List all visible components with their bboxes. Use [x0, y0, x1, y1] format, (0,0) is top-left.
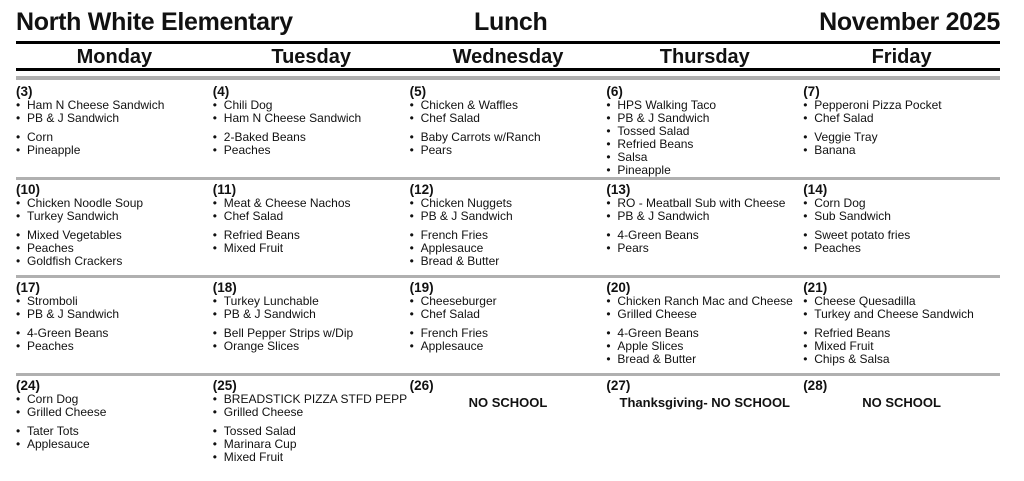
menu-item [606, 353, 803, 366]
menu-group [213, 99, 410, 125]
day-number: (27) [606, 378, 631, 393]
menu-item [606, 242, 803, 255]
menu-item [410, 112, 607, 125]
menu-item-label: Applesauce [420, 339, 484, 353]
menu-item-label: PB & J Sandwich [420, 209, 513, 223]
menu-item-label: Mixed Fruit [814, 339, 874, 353]
page-header [16, 8, 1000, 40]
menu-group [410, 197, 607, 223]
week-row [16, 278, 1000, 376]
menu-item-label: Chicken Ranch Mac and Cheese [617, 294, 793, 308]
menu-item-label: Chicken Noodle Soup [27, 196, 144, 210]
menu-item-label: Tossed Salad [617, 124, 690, 138]
day-number: (13) [606, 182, 631, 197]
menu-group [16, 197, 213, 223]
menu-item-label: Ham N Cheese Sandwich [27, 98, 165, 112]
menu-item-label: Peaches [27, 339, 74, 353]
divider [16, 68, 1000, 71]
menu-group [213, 229, 410, 255]
menu-group [213, 295, 410, 321]
menu-item-label: Refried Beans [223, 228, 300, 242]
day-number: (20) [606, 280, 631, 295]
menu-item-label: Refried Beans [617, 137, 694, 151]
day-number: (11) [212, 182, 237, 197]
menu-item-label: Sub Sandwich [814, 209, 891, 223]
day-cell [213, 82, 410, 177]
menu-item-label: French Fries [420, 228, 488, 242]
day-cell [410, 82, 607, 177]
divider [16, 41, 1000, 44]
menu-group [606, 197, 803, 223]
menu-item-label: Pineapple [617, 163, 671, 177]
day-cell [410, 180, 607, 275]
day-number: (17) [16, 280, 41, 295]
menu-group [213, 197, 410, 223]
day-number: (14) [803, 182, 828, 197]
menu-item-label: Tater Tots [27, 424, 79, 438]
menu-item-label: Turkey Sandwich [27, 209, 119, 223]
menu-item-label: Chicken & Waffles [420, 98, 518, 112]
menu-item-label: Ham N Cheese Sandwich [223, 111, 362, 125]
day-thursday: Thursday [659, 46, 750, 68]
menu-group [410, 99, 607, 125]
day-number: (4) [212, 84, 230, 99]
divider [16, 76, 1000, 80]
menu-item [213, 308, 410, 321]
menu-item-label: Chef Salad [420, 307, 480, 321]
day-cell [803, 82, 1000, 177]
day-number: (7) [803, 84, 820, 99]
day-number: (19) [409, 280, 434, 295]
day-number: (26) [409, 378, 434, 393]
menu-item-label: Chef Salad [223, 209, 284, 223]
menu-calendar [16, 82, 1000, 474]
menu-item-label: Sweet potato fries [814, 228, 911, 242]
day-number: (24) [16, 378, 41, 393]
menu-item [410, 255, 607, 268]
menu-item [803, 308, 1000, 321]
menu-group [16, 295, 213, 321]
menu-group [16, 99, 213, 125]
menu-item [606, 210, 803, 223]
menu-item-label: Pepperoni Pizza Pocket [814, 98, 942, 112]
menu-item-label: Goldfish Crackers [27, 254, 123, 268]
menu-item-label: Applesauce [27, 437, 90, 451]
menu-item-label: Chicken Nuggets [420, 196, 512, 210]
day-cell [16, 376, 213, 474]
menu-group [213, 327, 410, 353]
menu-group [606, 99, 803, 177]
day-cell [410, 376, 607, 474]
menu-item-label: Chili Dog [223, 98, 273, 112]
day-number: (6) [606, 84, 623, 99]
menu-group [213, 425, 410, 464]
day-cell [803, 180, 1000, 275]
day-number: (5) [409, 84, 427, 99]
menu-item [16, 438, 213, 451]
menu-item [410, 144, 607, 157]
menu-item [606, 164, 803, 177]
menu-item-label: 2-Baked Beans [223, 130, 306, 144]
menu-item-label: Corn [27, 130, 54, 144]
day-cell [16, 180, 213, 275]
menu-group [803, 295, 1000, 321]
menu-item-label: PB & J Sandwich [27, 307, 120, 321]
day-cell [606, 278, 803, 373]
menu-item [803, 210, 1000, 223]
menu-group [16, 327, 213, 353]
menu-item [16, 210, 213, 223]
menu-item-label: Corn Dog [27, 392, 79, 406]
menu-item-label: Chef Salad [814, 111, 874, 125]
day-cell [213, 376, 410, 474]
menu-group [16, 131, 213, 157]
menu-group [16, 393, 213, 419]
menu-item [410, 308, 607, 321]
menu-item [213, 340, 410, 353]
menu-item [213, 242, 410, 255]
menu-item-label: HPS Walking Taco [617, 98, 717, 112]
menu-group [16, 425, 213, 451]
no-school-note: Thanksgiving- NO SCHOOL [619, 395, 791, 410]
menu-group [803, 327, 1000, 366]
menu-item-label: Pears [617, 241, 649, 255]
menu-item-label: Applesauce [420, 241, 484, 255]
menu-item-label: Corn Dog [814, 196, 866, 210]
menu-item-label: Peaches [814, 241, 861, 255]
day-cell [606, 82, 803, 177]
menu-item [803, 353, 1000, 366]
menu-group [803, 131, 1000, 157]
day-number: (28) [803, 378, 828, 393]
menu-item-label: Bell Pepper Strips w/Dip [223, 326, 354, 340]
menu-group [606, 229, 803, 255]
menu-item [213, 451, 410, 464]
menu-item-label: 4-Green Beans [617, 228, 699, 242]
menu-item-label: PB & J Sandwich [223, 307, 316, 321]
menu-item [803, 112, 1000, 125]
menu-item-label: PB & J Sandwich [617, 209, 710, 223]
day-cell [213, 180, 410, 275]
menu-item-label: Pears [420, 143, 452, 157]
menu-item-label: PB & J Sandwich [27, 111, 120, 125]
day-cell [606, 180, 803, 275]
day-cell [410, 278, 607, 373]
menu-item [213, 112, 410, 125]
day-cell [213, 278, 410, 373]
menu-item-label: Apple Slices [617, 339, 684, 353]
menu-group [213, 131, 410, 157]
menu-group [803, 197, 1000, 223]
menu-item-label: Chef Salad [420, 111, 480, 125]
menu-item [16, 255, 213, 268]
menu-item-label: BREADSTICK PIZZA STFD PEPP [223, 392, 408, 406]
menu-item-label: Grilled Cheese [27, 405, 107, 419]
menu-item-label: Tossed Salad [223, 424, 296, 438]
menu-item-label: Grilled Cheese [223, 405, 304, 419]
menu-item-label: Peaches [223, 143, 271, 157]
menu-item [213, 210, 410, 223]
menu-item [16, 340, 213, 353]
menu-item [410, 210, 607, 223]
day-number: (12) [409, 182, 434, 197]
menu-item-label: Bread & Butter [420, 254, 500, 268]
menu-item-label: 4-Green Beans [617, 326, 699, 340]
menu-item-label: Turkey and Cheese Sandwich [814, 307, 974, 321]
menu-item-label: French Fries [420, 326, 488, 340]
no-school-note: NO SCHOOL [468, 395, 548, 410]
week-row [16, 376, 1000, 474]
menu-item [606, 308, 803, 321]
menu-item-label: Cheese Quesadilla [814, 294, 916, 308]
week-row [16, 180, 1000, 278]
day-tuesday: Tuesday [271, 46, 352, 68]
menu-item-label: Turkey Lunchable [223, 294, 319, 308]
day-wednesday: Wednesday [452, 46, 564, 68]
menu-item-label: Baby Carrots w/Ranch [420, 130, 541, 144]
day-cell [803, 278, 1000, 373]
menu-item-label: Chips & Salsa [814, 352, 890, 366]
day-number: (18) [212, 280, 237, 295]
menu-item-label: Salsa [617, 150, 648, 164]
menu-item [803, 242, 1000, 255]
menu-item [16, 308, 213, 321]
menu-item-label: Peaches [27, 241, 74, 255]
day-cell [606, 376, 803, 474]
no-school-note: NO SCHOOL [862, 395, 941, 410]
menu-item [16, 406, 213, 419]
menu-item [213, 406, 410, 419]
menu-group [606, 295, 803, 321]
menu-item-label: Marinara Cup [223, 437, 297, 451]
menu-group [803, 229, 1000, 255]
menu-group [16, 229, 213, 268]
menu-group [803, 99, 1000, 125]
menu-item-label: Stromboli [27, 294, 78, 308]
menu-item-label: 4-Green Beans [27, 326, 109, 340]
day-number: (3) [16, 84, 33, 99]
menu-item-label: RO - Meatball Sub with Cheese [617, 196, 786, 210]
menu-group [410, 131, 607, 157]
menu-item-label: Banana [814, 143, 856, 157]
month-title: November 2025 [819, 8, 1000, 36]
menu-item [16, 144, 213, 157]
menu-item [16, 112, 213, 125]
day-friday: Friday [871, 46, 932, 68]
menu-item [213, 144, 410, 157]
menu-group [213, 393, 410, 419]
day-cell [16, 82, 213, 177]
weekday-header [16, 46, 1000, 69]
menu-group [410, 229, 607, 268]
menu-item-label: Cheeseburger [420, 294, 497, 308]
menu-item-label: Pineapple [27, 143, 81, 157]
menu-item-label: Mixed Fruit [223, 450, 284, 464]
day-number: (25) [212, 378, 237, 393]
menu-item-label: Mixed Vegetables [27, 228, 122, 242]
menu-item-label: Orange Slices [223, 339, 300, 353]
menu-item-label: Mixed Fruit [223, 241, 284, 255]
school-name: North White Elementary [16, 8, 293, 36]
day-number: (21) [803, 280, 828, 295]
day-number: (10) [16, 182, 41, 197]
menu-item-label: Veggie Tray [814, 130, 878, 144]
menu-group [606, 327, 803, 366]
meal-title: Lunch [474, 8, 548, 36]
menu-item-label: Meat & Cheese Nachos [223, 196, 351, 210]
menu-group [410, 295, 607, 321]
menu-item-label: PB & J Sandwich [617, 111, 710, 125]
menu-item [803, 144, 1000, 157]
menu-item [410, 340, 607, 353]
day-monday: Monday [76, 46, 153, 68]
menu-group [410, 327, 607, 353]
menu-item-label: Refried Beans [814, 326, 891, 340]
menu-item-label: Bread & Butter [617, 352, 697, 366]
day-cell [803, 376, 1000, 474]
day-cell [16, 278, 213, 373]
menu-item-label: Grilled Cheese [617, 307, 697, 321]
week-row [16, 82, 1000, 180]
